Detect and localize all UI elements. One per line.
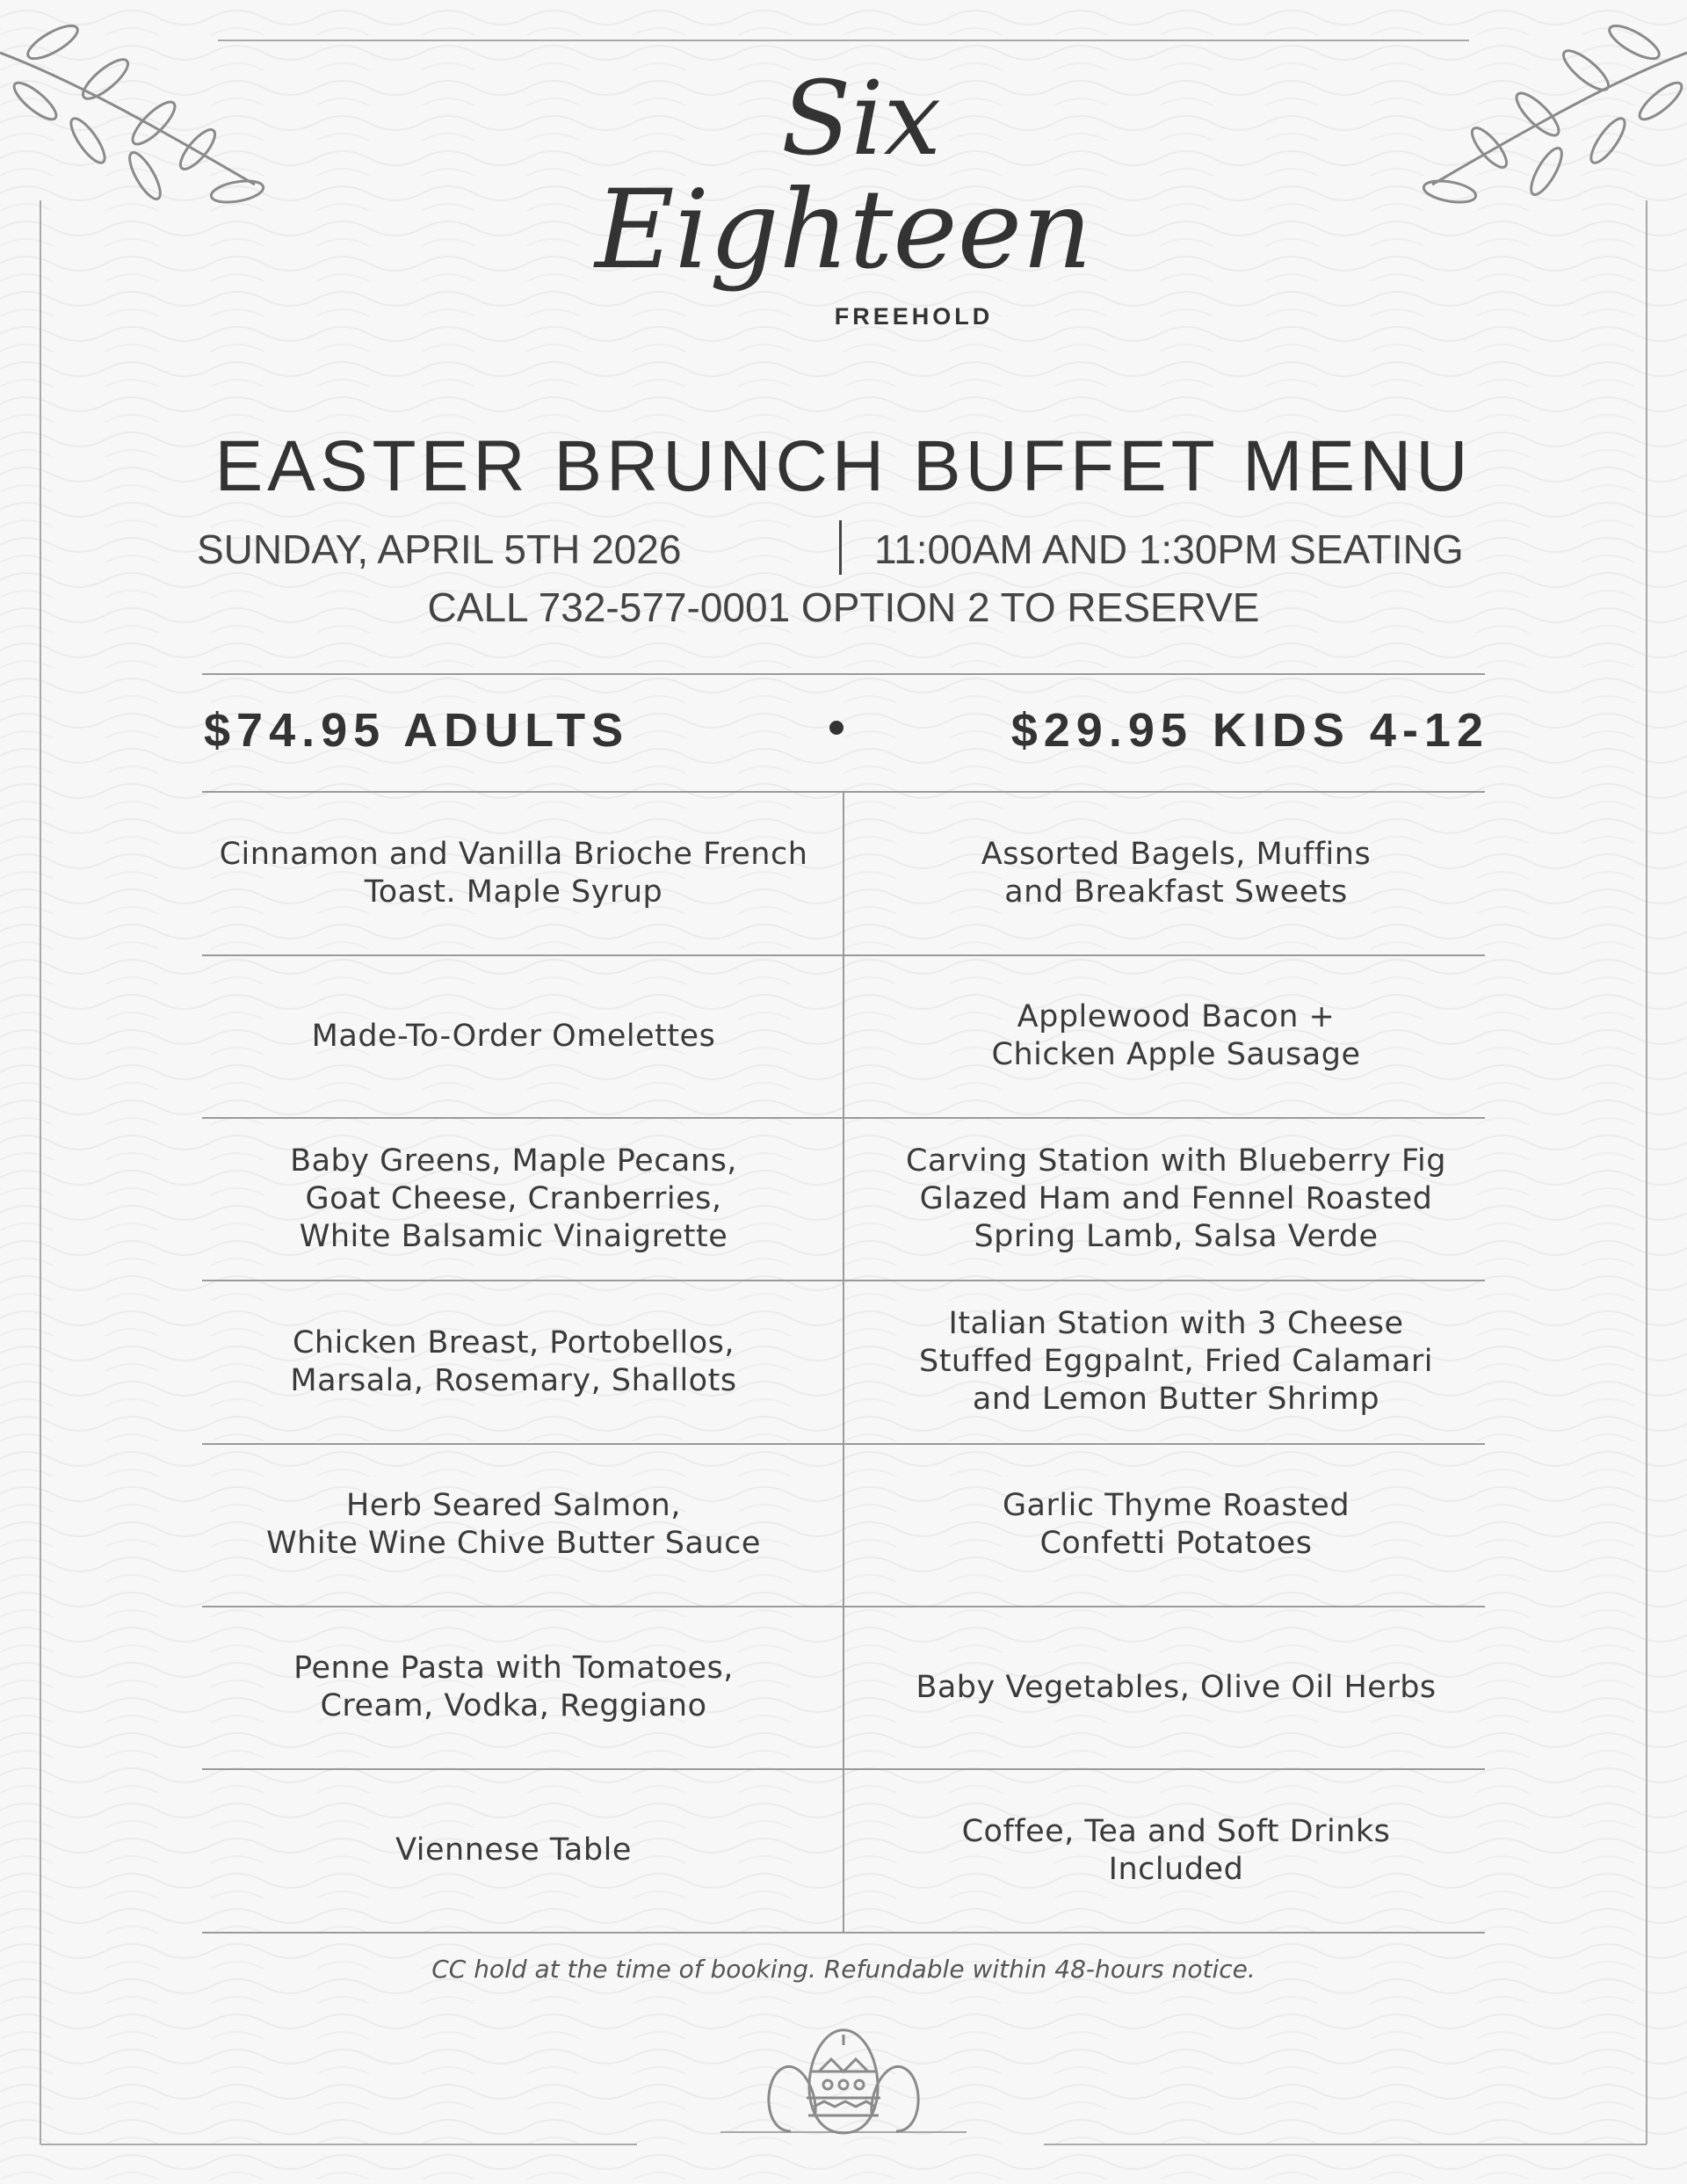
menu-item: [858, 956, 1495, 1116]
menu-item: [195, 1770, 832, 1931]
menu-item: [195, 1281, 832, 1442]
divider-top: [202, 673, 1485, 675]
price-adults: $74.95 ADULTS: [204, 704, 630, 757]
menu-item: [858, 1119, 1495, 1279]
logo-six: Six: [781, 60, 941, 178]
menu-item-text: Baby Greens, Maple Pecans, Goat Cheese, Cranberries, White Balsamic Vinaigrette: [290, 1143, 737, 1254]
bullet-separator: [829, 721, 844, 735]
menu-item: [195, 1119, 832, 1279]
menu-item: [858, 1445, 1495, 1605]
menu-item-text: Applewood Bacon + Chicken Apple Sausage: [991, 999, 1361, 1072]
olive-branch-icon: [1397, 18, 1687, 211]
menu-item-text: Cinnamon and Vanilla Brioche French Toast. Maple Syrup: [219, 836, 808, 910]
logo-eighteen: Eighteen: [595, 167, 1092, 294]
event-seating: 11:00AM AND 1:30PM SEATING: [874, 526, 1464, 572]
menu-item: [195, 1607, 832, 1767]
menu-item-text: Made-To-Order Omelettes: [311, 1018, 716, 1054]
menu-item: [858, 793, 1495, 954]
menu-item: [195, 1445, 832, 1605]
menu-item: [195, 956, 832, 1116]
menu-item-text: Chicken Breast, Portobellos, Marsala, Rosemary, Shallots: [290, 1324, 737, 1398]
menu-item-text: Garlic Thyme Roasted Confetti Potatoes: [1002, 1488, 1350, 1561]
menu-item: [858, 1607, 1495, 1767]
menu-item-text: Carving Station with Blueberry Fig Glazed Ham and Fennel Roasted Spring Lamb, Salsa Verde: [906, 1143, 1446, 1254]
menu-column-divider: [843, 791, 844, 1932]
menu-item-text: Viennese Table: [395, 1832, 632, 1868]
olive-branch-icon: [0, 18, 272, 211]
event-date: SUNDAY, APRIL 5TH 2026: [197, 526, 682, 572]
page-title: EASTER BRUNCH BUFFET MENU: [214, 426, 1473, 506]
menu-item-text: Baby Vegetables, Olive Oil Herbs: [916, 1669, 1437, 1705]
menu-item: [858, 1770, 1495, 1931]
menu-item: [858, 1281, 1495, 1442]
reservation-info: CALL 732-577-0001 OPTION 2 TO RESERVE: [427, 584, 1260, 630]
menu-item-text: Assorted Bagels, Muffins and Breakfast Sweets: [981, 836, 1372, 910]
menu-item-text: Coffee, Tea and Soft Drinks Included: [961, 1813, 1391, 1887]
menu-item: [195, 793, 832, 954]
easter-eggs-icon: [756, 2017, 931, 2140]
menu-rule: [202, 1932, 1485, 1934]
menu-item-text: Penne Pasta with Tomatoes, Cream, Vodka, Reggiano: [293, 1651, 734, 1723]
menu-item-text: Herb Seared Salmon, White Wine Chive Butter Sauce: [266, 1488, 761, 1561]
header-divider: [839, 520, 842, 575]
price-kids: $29.95 KIDS 4-12: [1010, 704, 1489, 757]
booking-note: CC hold at the time of booking. Refundable within 48-hours notice.: [431, 1955, 1256, 1984]
menu-item-text: Italian Station with 3 Cheese Stuffed Eggpalnt, Fried Calamari and Lemon Butter Shrimp: [918, 1306, 1434, 1417]
logo-location: FREEHOLD: [834, 303, 994, 330]
